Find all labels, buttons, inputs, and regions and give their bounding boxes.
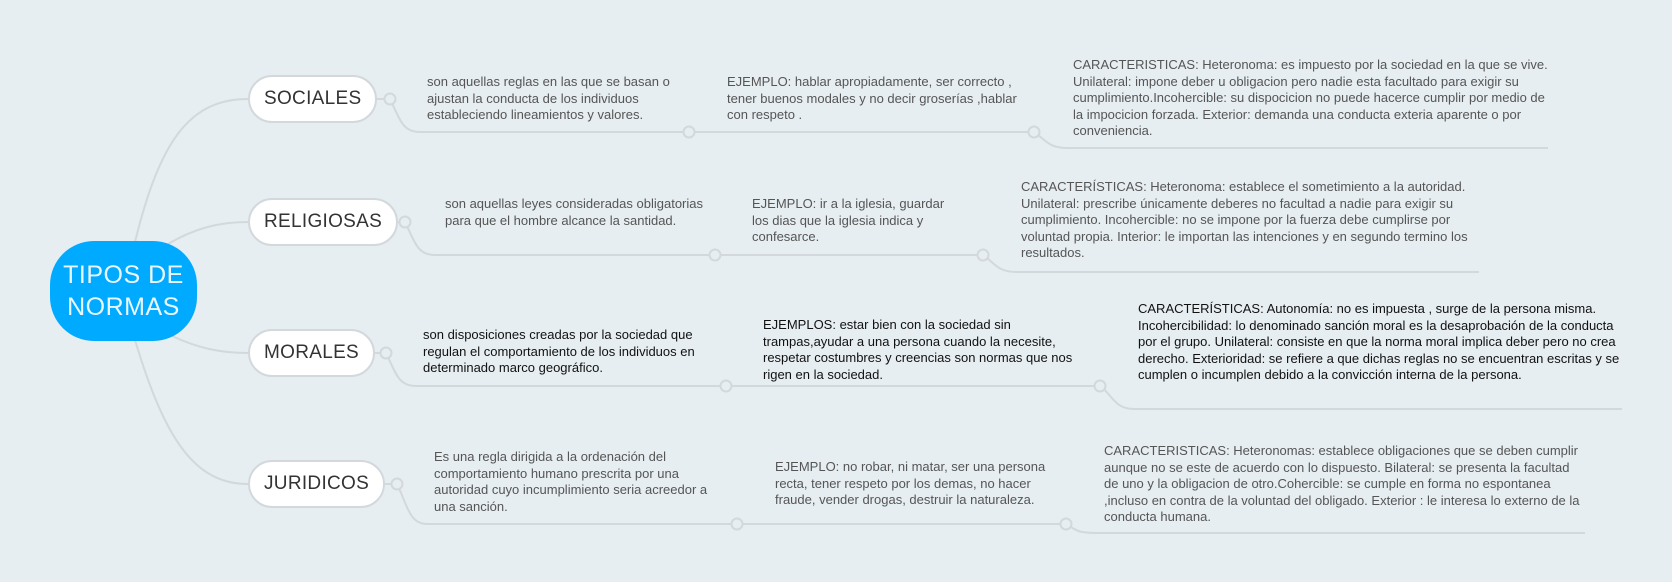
root-link-juridicos xyxy=(135,340,248,484)
juridicos-example[interactable]: EJEMPLO: no robar, ni matar, ser una persona recta, tener respeto por los demas, no hacer fraude, vender drogas, destruir la naturaleza. xyxy=(775,459,1046,507)
religiosas-definition-toggle[interactable] xyxy=(710,250,721,261)
sociales-definition-toggle[interactable] xyxy=(684,127,695,138)
morales-collapse-toggle[interactable] xyxy=(381,348,392,359)
religiosas-characteristics[interactable]: CARACTERÍSTICAS: Heteronoma: establece el sometimiento a la autoridad. Unilateral: prescribe únicamente deberes no facultad a nadie para exigir su cumplimiento. Incohercible: no se impone por la fuerza debe cumplirse por voluntad propia. Interior: le importan las intenciones y en segundo termino los resultados. xyxy=(1021,179,1468,260)
morales-definition-toggle[interactable] xyxy=(721,381,732,392)
root-link-religiosas xyxy=(168,222,248,244)
juridicos-definition[interactable]: Es una regla dirigida a la ordenación del comportamiento humano prescrita por una autoridad cuyo incumplimiento seria acreedor a una sanción. xyxy=(434,449,708,514)
morales-example[interactable]: EJEMPLOS: estar bien con la sociedad sin trampas,ayudar a una persona cuando la necesite, respetar costumbres y creencias son normas que nos rigen en la sociedad. xyxy=(763,317,1073,382)
root-link-sociales xyxy=(135,99,248,242)
religiosas-example-toggle[interactable] xyxy=(978,250,989,261)
topic-religiosas[interactable]: RELIGIOSAS xyxy=(248,198,398,246)
religiosas-collapse-toggle[interactable] xyxy=(400,217,411,228)
morales-example-toggle[interactable] xyxy=(1095,381,1106,392)
juridicos-definition-toggle[interactable] xyxy=(732,519,743,530)
morales-characteristics-line xyxy=(1100,386,1622,409)
root-link-morales xyxy=(172,336,248,353)
religiosas-definition[interactable]: son aquellas leyes consideradas obligatorias para que el hombre alcance la santidad. xyxy=(445,196,703,228)
sociales-example[interactable]: EJEMPLO: hablar apropiadamente, ser correcto , tener buenos modales y no decir groserías ,hablar con respeto . xyxy=(727,74,1017,122)
topic-sociales[interactable]: SOCIALES xyxy=(248,75,377,123)
morales-definition[interactable]: son disposiciones creadas por la sociedad que regulan el comportamiento de los individuos en determinado marco geográfico. xyxy=(423,327,695,375)
sociales-characteristics[interactable]: CARACTERISTICAS: Heteronoma: es impuesto por la sociedad en la que se vive. Unilateral: impone deber u obligacion pero nadie esta facultado para exigir su cumplimiento.Incohercible: su dispocicion no puede hacerce cumplir por medio de la impocicion forzada. Exterior: demanda una conducta exteria aparente o por conveniencia. xyxy=(1073,57,1548,138)
topic-juridicos[interactable]: JURIDICOS xyxy=(248,460,385,508)
morales-characteristics[interactable]: CARACTERÍSTICAS: Autonomía: no es impuesta , surge de la persona misma. Incohercibilidad: lo denominado sanción moral es la desaprobación de la conducta por el grupo. Unilateral: consiste en que la norma moral implica deber pero no crea derecho. Exterioridad: se refiere a que dichas reglas no se encuentran escritas y se cumplen o incumplen debido a la convicción interna de la persona. xyxy=(1138,301,1620,382)
sociales-collapse-toggle[interactable] xyxy=(385,94,396,105)
sociales-example-toggle[interactable] xyxy=(1029,127,1040,138)
religiosas-example[interactable]: EJEMPLO: ir a la iglesia, guardar los dias que la iglesia indica y confesarce. xyxy=(752,196,945,244)
juridicos-characteristics[interactable]: CARACTERISTICAS: Heteronomas: establece obligaciones que se deben cumplir aunque no se este de acuerdo con lo dispuesto. Bilateral: se presenta la facultad de uno y la obligacion de otro.Cohercible: se cumple en forma no espontanea ,incluso en contra de la voluntad del obligado. Exterior : le interesa lo externo de la conducta humana. xyxy=(1104,443,1580,524)
central-topic[interactable]: TIPOS DE NORMAS xyxy=(50,241,197,341)
topic-morales[interactable]: MORALES xyxy=(248,329,375,377)
juridicos-example-toggle[interactable] xyxy=(1061,519,1072,530)
sociales-definition[interactable]: son aquellas reglas en las que se basan o ajustan la conducta de los individuos estableciendo lineamientos y valores. xyxy=(427,74,670,122)
juridicos-collapse-toggle[interactable] xyxy=(392,479,403,490)
